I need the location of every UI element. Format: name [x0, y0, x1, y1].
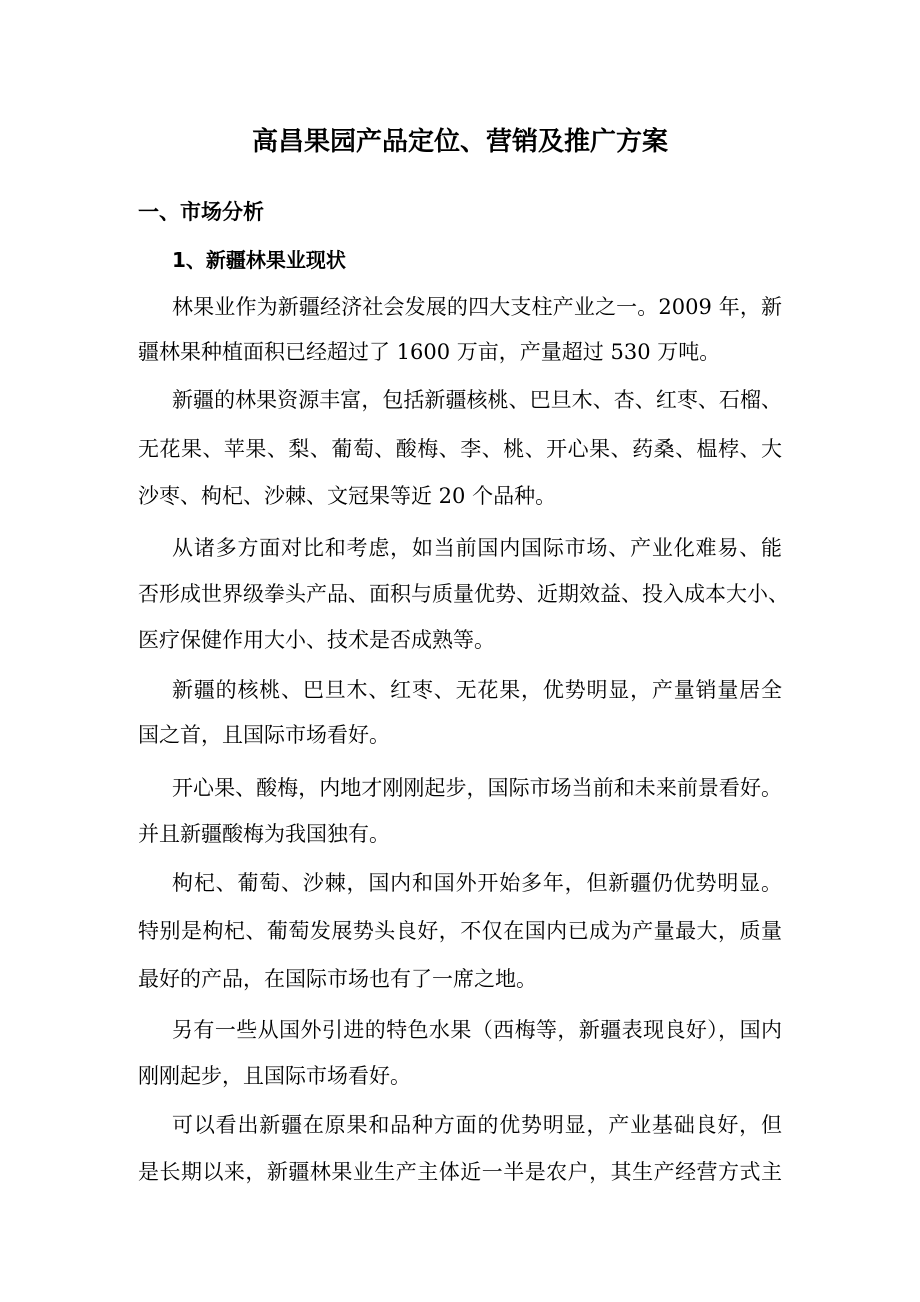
paragraph-line: 疆林果种植面积已经超过了 1600 万亩，产量超过 530 万吨。 [138, 340, 721, 364]
subsection-heading: 1、新疆林果业现状 [172, 248, 346, 272]
paragraph-line: 医疗保健作用大小、技术是否成熟等。 [138, 628, 495, 652]
paragraph-line: 特别是枸杞、葡萄发展势头良好，不仅在国内已成为产量最大，质量 [138, 919, 782, 943]
paragraph-line: 国之首，且国际市场看好。 [138, 723, 390, 747]
paragraph-line: 新疆的林果资源丰富，包括新疆核桃、巴旦木、杏、红枣、石榴、 [172, 388, 782, 412]
paragraph-line: 是长期以来，新疆林果业生产主体近一半是农户，其生产经营方式主 [138, 1160, 782, 1184]
paragraph-line: 林果业作为新疆经济社会发展的四大支柱产业之一。2009 年，新 [172, 295, 782, 319]
paragraph-line: 可以看出新疆在原果和品种方面的优势明显，产业基础良好，但 [172, 1113, 782, 1137]
paragraph-line: 并且新疆酸梅为我国独有。 [138, 822, 390, 846]
paragraph-line: 开心果、酸梅，内地才刚刚起步，国际市场当前和未来前景看好。 [172, 776, 782, 800]
paragraph-line: 沙枣、枸杞、沙棘、文冠果等近 20 个品种。 [138, 484, 557, 508]
paragraph-line: 从诸多方面对比和考虑，如当前国内国际市场、产业化难易、能 [172, 536, 782, 560]
paragraph-line: 刚刚起步，且国际市场看好。 [138, 1064, 411, 1088]
section-heading: 一、市场分析 [138, 200, 264, 224]
paragraph-line: 另有一些从国外引进的特色水果（西梅等，新疆表现良好），国内 [172, 1018, 782, 1042]
paragraph-line: 最好的产品，在国际市场也有了一席之地。 [138, 967, 537, 991]
document-title: 高昌果园产品定位、营销及推广方案 [251, 127, 668, 157]
paragraph-line: 否形成世界级拳头产品、面积与质量优势、近期效益、投入成本大小、 [138, 582, 789, 606]
paragraph-line: 无花果、苹果、梨、葡萄、酸梅、李、桃、开心果、药桑、榅桲、大 [138, 437, 782, 461]
paragraph-line: 枸杞、葡萄、沙棘，国内和国外开始多年，但新疆仍优势明显。 [172, 871, 782, 895]
paragraph-line: 新疆的核桃、巴旦木、红枣、无花果，优势明显，产量销量居全 [172, 678, 782, 702]
